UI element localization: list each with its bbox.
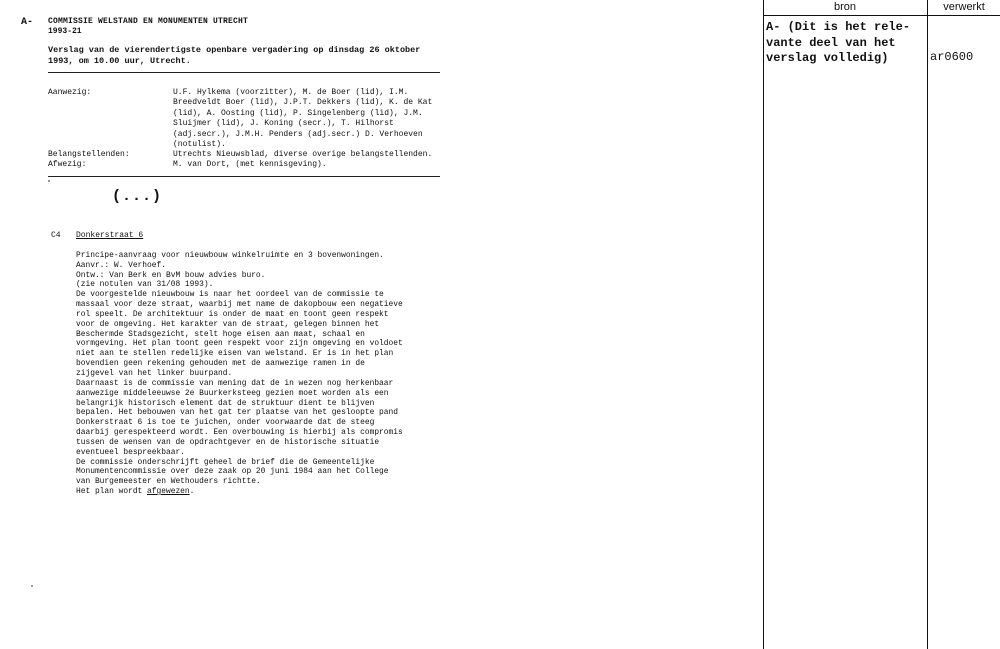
attendance-label-absent: Afwezig: [48,160,87,169]
agenda-item-title: Donkerstraat 6 [76,231,144,240]
attendance-label-interested: Belangstellenden: [48,150,130,159]
divider [48,176,440,177]
divider [48,72,440,73]
attendance-present: U.F. Hylkema (voorzitter), M. de Boer (lid), I.M. Breedveldt Boer (lid), J.P.T. Dekkers (lid), K. de Kat (lid), A. Oosting (lid), P. Singelenberg (lid), J.M. Sluijmer (lid), J. Koning (secr.), T. Hilhorst (adj.secr.), J.M.H. Penders (adj.secr.) D. Verhoeven (notulist). [173,88,433,150]
agenda-item-body [76,241,456,497]
verwerkt-cell: ar0600 [930,50,974,64]
agenda-item-conclusion: Het plan wordt afgewezen. [76,487,195,497]
attendance-label-present: Aanwezig: [48,88,92,97]
scan-speck [48,180,50,182]
column-header-bron: bron [833,1,857,13]
table-border-left [763,0,764,649]
table-header-divider [763,15,1000,16]
bron-cell: A- (Dit is het rele- vante deel van het verslag volledig) [766,20,911,65]
scan-speck [31,585,33,587]
table-border-middle [927,0,928,649]
meeting-title: Verslag van de vierendertigste openbare vergadering op dinsdag 26 oktober 1993, om 10.00 uur, Utrecht. [48,45,421,66]
document-header: COMMISSIE WELSTAND EN MONUMENTEN UTRECHT [48,17,249,26]
column-header-verwerkt: verwerkt [943,1,985,13]
section-marker: A- [21,17,34,28]
document-number: 1993-21 [48,27,82,36]
attendance-absent: M. van Dort, (met kennisgeving). [173,160,327,169]
verdict: afgewezen [147,487,190,497]
omission-ellipsis: (...) [112,188,163,205]
agenda-item-code: C4 [51,231,61,240]
agenda-item-text: Principe-aanvraag voor nieuwbouw winkelruimte en 3 bovenwoningen. Aanvr.: W. Verhoef. Ontw.: Van Berk en BvM bouw advies buro. (zie notulen van 31/08 1993). De voorgestelde nieuwbouw is naar het oordeel van de commissie te massaal voor deze straat, waarbij met name de dakopbouw een negatieve rol speelt. De architektuur is onder de maat en toont geen respekt voor de omgeving. Het karakter van de straat, gelegen binnen het Beschermde Stadsgezicht, stelt hoge eisen aan maat, schaal en vormgeving. Het plan toont geen respekt voor zijn omgeving en voldoet niet aan te stellen redelijke eisen van welstand. Er is in het plan bovendien geen rekening gehouden met de aanwezige ramen in de zijgevel van het linker buurpand. Daarnaast is de commissie van mening dat de in wezen nog herkenbaar aanwezige middeleeuwse 2e Buurkerksteeg gezien moet worden als een belangrijk historisch element dat de struktuur dient te blijven bepalen. Het bebouwen van het gat ter plaatse van het gesloopte pand Donkerstraat 6 is toe te juichen, onder voorwaarde dat de steeg daarbij gerespekteerd wordt. Een overbouwing is hierbij als compromis tussen de wensen van de opdrachtgever en de historische situatie eventueel bespreekbaar. De commissie onderschrijft geheel de brief die de Gemeentelijke Monumentencommissie over deze zaak op 20 juni 1984 aan het College van Burgemeester en Wethouders richtte. [76,250,403,487]
attendance-interested: Utrechts Nieuwsblad, diverse overige belangstellenden. [173,150,433,159]
